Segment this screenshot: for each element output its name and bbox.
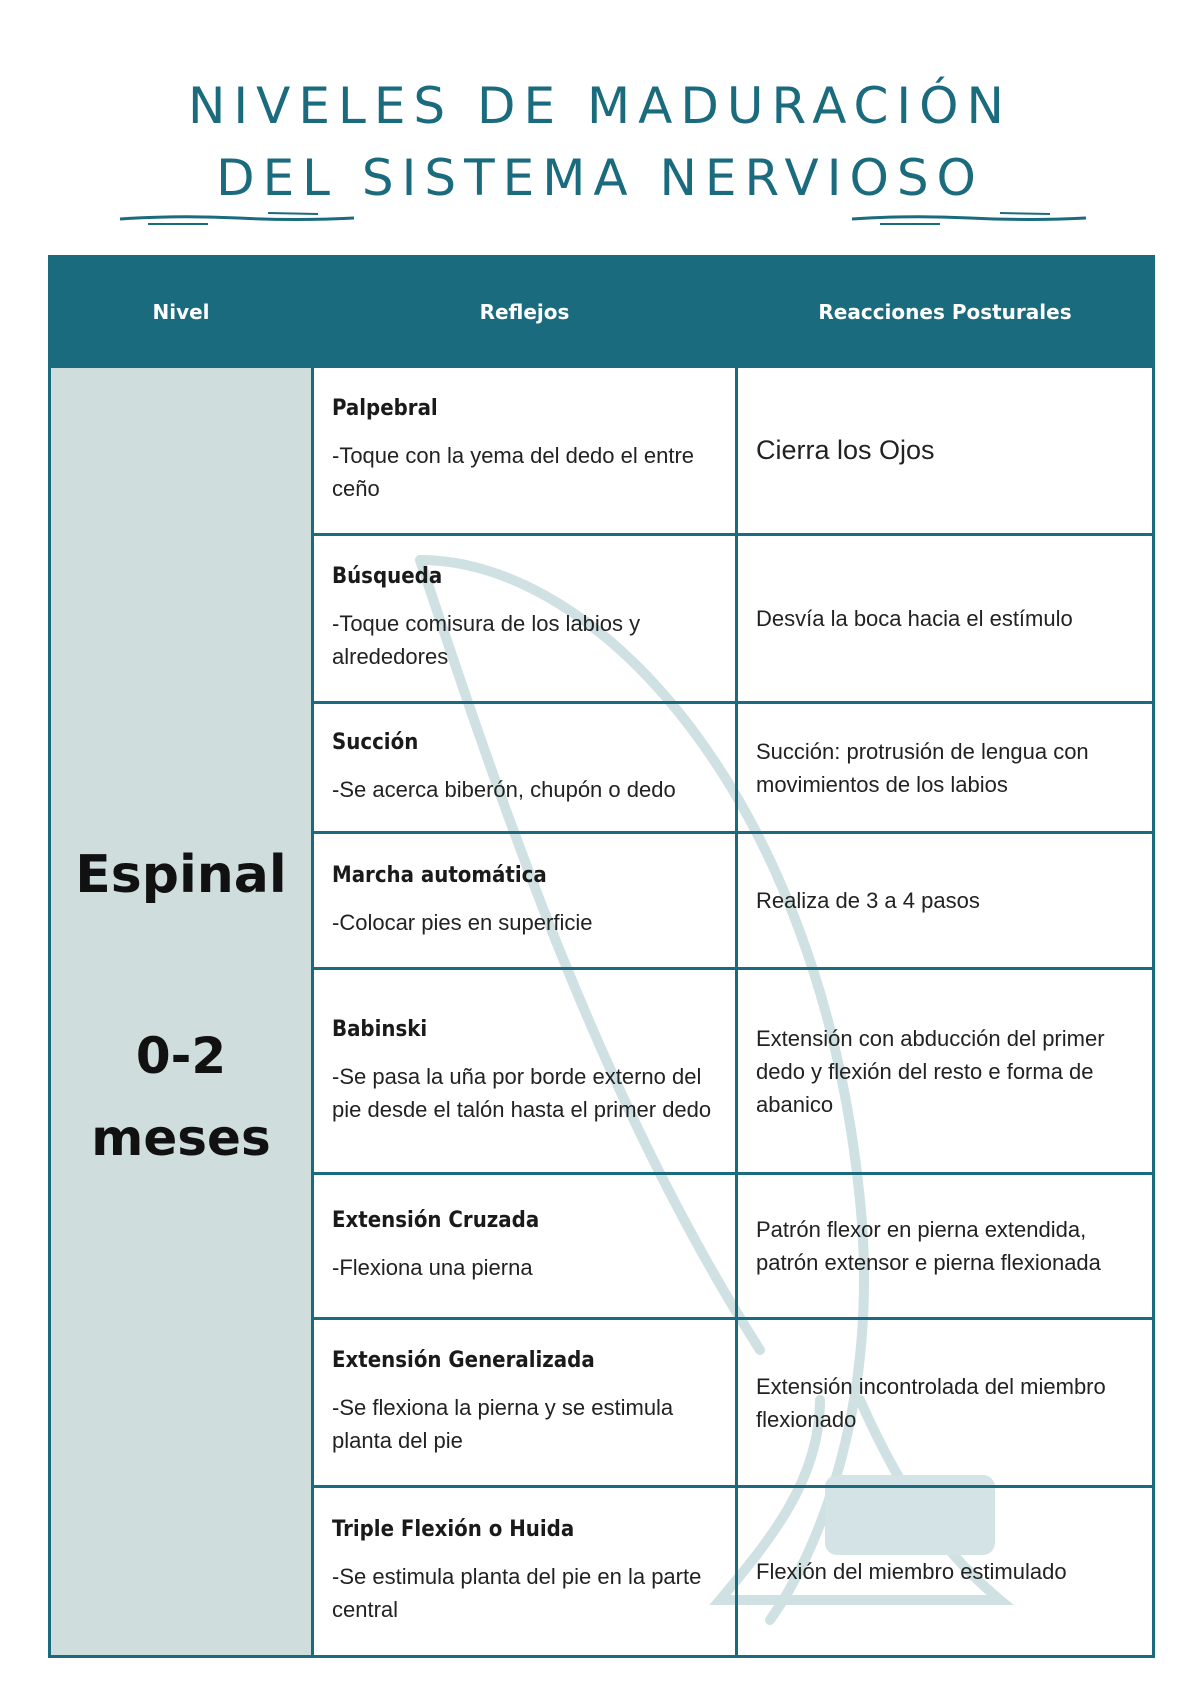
reaction-text: Succión: protrusión de lengua con movimientos de los labios	[756, 738, 1089, 797]
reflex-name: Búsqueda	[332, 564, 443, 589]
title-line-1: NIVELES DE MADURACIÓN	[188, 77, 1012, 135]
reaction-cell	[737, 1319, 1154, 1487]
reflex-cell	[313, 1487, 737, 1657]
maturation-table	[48, 255, 1155, 1658]
reflex-description: -Toque comisura de los labios y alrededores	[332, 611, 641, 669]
reflex-description: -Flexiona una pierna	[332, 1255, 533, 1280]
reaction-text: Desvía la boca hacia el estímulo	[756, 606, 1073, 631]
reflex-name: Succión	[332, 729, 419, 755]
reaction-cell	[737, 703, 1154, 833]
level-cell	[50, 367, 313, 1657]
reflex-name: Extensión Cruzada	[332, 1208, 540, 1233]
reflex-name: Palpebral	[332, 396, 438, 421]
reflex-description: -Se acerca biberón, chupón o dedo	[332, 776, 676, 802]
level-name: Espinal	[75, 844, 287, 905]
reflex-cell	[313, 703, 737, 833]
reflex-cell	[313, 367, 737, 535]
reaction-cell	[737, 833, 1154, 969]
level-range-unit: meses	[91, 1108, 271, 1167]
reaction-cell	[737, 1487, 1154, 1657]
reaction-text: Realiza de 3 a 4 pasos	[756, 888, 980, 913]
reflex-name: Triple Flexión o Huida	[332, 1517, 575, 1542]
reaction-cell	[737, 535, 1154, 703]
reflex-cell	[313, 535, 737, 703]
reflex-description: -Toque con la yema del dedo el entre ceño	[332, 443, 695, 501]
reaction-text: Cierra los Ojos	[756, 435, 935, 465]
reaction-text: Patrón flexor en pierna extendida, patrón extensor e pierna flexionada	[756, 1217, 1101, 1275]
page-title	[0, 70, 1200, 214]
reflex-description: -Se estimula planta del pie en la parte central	[332, 1564, 702, 1622]
decorative-underline-right	[850, 210, 1090, 230]
header-reacciones: Reacciones Posturales	[737, 257, 1154, 367]
level-range-value: 0-2	[135, 1026, 227, 1085]
reflex-name: Extensión Generalizada	[332, 1348, 595, 1373]
reflex-cell	[313, 833, 737, 969]
table-row	[50, 367, 1154, 535]
reflex-name: Marcha automática	[332, 862, 547, 888]
title-line-2: DEL SISTEMA NERVIOSO	[216, 149, 984, 207]
level-range	[69, 1015, 293, 1179]
reflex-cell	[313, 1174, 737, 1319]
reaction-text: Extensión incontrolada del miembro flexionado	[756, 1373, 1106, 1432]
reaction-cell	[737, 1174, 1154, 1319]
header-reflejos: Reflejos	[313, 257, 737, 367]
reflex-description: -Se flexiona la pierna y se estimula planta del pie	[332, 1395, 674, 1453]
reflex-description: -Se pasa la uña por borde externo del pie desde el talón hasta el primer dedo	[332, 1063, 712, 1122]
reflex-name: Babinski	[332, 1016, 428, 1042]
reaction-cell	[737, 969, 1154, 1174]
reflex-cell	[313, 1319, 737, 1487]
reaction-text: Flexión del miembro estimulado	[756, 1559, 1067, 1584]
header-nivel: Nivel	[50, 257, 313, 367]
reflex-description: -Colocar pies en superficie	[332, 909, 593, 935]
table-header-row	[50, 257, 1154, 367]
decorative-underline-left	[118, 210, 358, 230]
reaction-cell	[737, 367, 1154, 535]
reaction-text: Extensión con abducción del primer dedo y flexión del resto e forma de abanico	[756, 1025, 1105, 1117]
reflex-cell	[313, 969, 737, 1174]
